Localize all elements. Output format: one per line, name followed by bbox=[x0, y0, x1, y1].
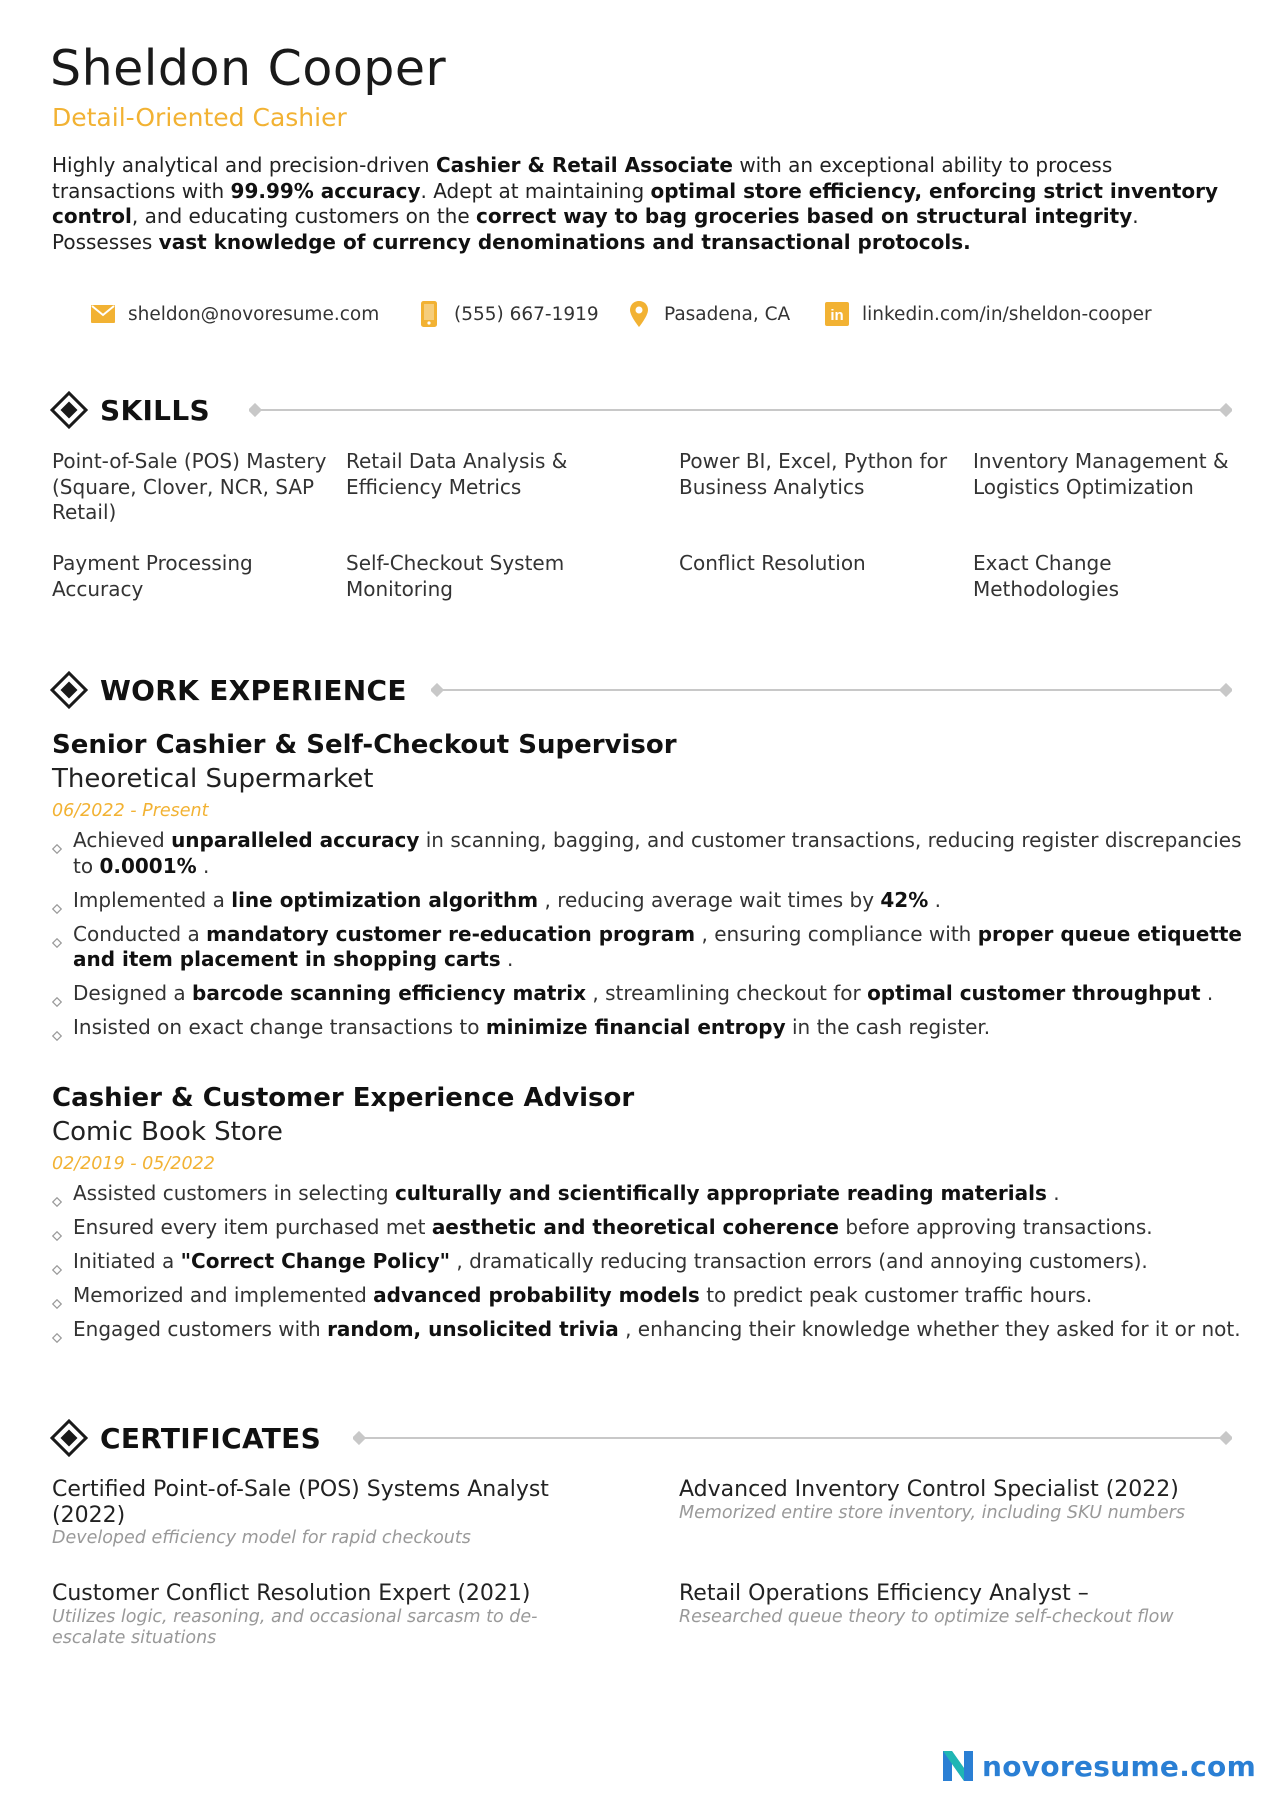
emphasis-text: Cashier & Retail Associate bbox=[435, 153, 733, 177]
emphasis-text: "Correct Change Policy" bbox=[180, 1249, 451, 1273]
job-dates: 02/2019 - 05/2022 bbox=[52, 1154, 215, 1174]
certificate-item bbox=[52, 1581, 552, 1649]
text-run: Assisted customers in selecting bbox=[73, 1181, 395, 1205]
emphasis-text: minimize financial entropy bbox=[485, 1015, 786, 1039]
skills-title: SKILLS bbox=[100, 393, 210, 427]
job-bullets bbox=[52, 1181, 1242, 1343]
emphasis-text: unparalleled accuracy bbox=[171, 828, 420, 852]
linkedin-text: linkedin.com/in/sheldon-cooper bbox=[862, 303, 1152, 325]
diamond-icon bbox=[50, 391, 88, 429]
contact-email[interactable] bbox=[90, 301, 416, 327]
novoresume-brand[interactable] bbox=[940, 1748, 1256, 1784]
skill-item: Power BI, Excel, Python for Business Analytics bbox=[679, 449, 948, 499]
emphasis-text: random, unsolicited trivia bbox=[327, 1317, 619, 1341]
bullet-diamond-icon bbox=[52, 929, 62, 939]
emphasis-text: aesthetic and theoretical coherence bbox=[431, 1215, 839, 1239]
bullet-diamond-icon bbox=[52, 1324, 62, 1334]
contact-bar bbox=[90, 298, 1152, 330]
certificates-divider bbox=[353, 1431, 1232, 1445]
emphasis-text: barcode scanning efficiency matrix bbox=[192, 981, 587, 1005]
certificate-description: Memorized entire store inventory, including SKU numbers bbox=[679, 1502, 1185, 1523]
skills-heading bbox=[50, 390, 210, 430]
location-text: Pasadena, CA bbox=[664, 303, 791, 325]
bullet-item bbox=[52, 888, 1242, 914]
certificate-title: Customer Conflict Resolution Expert (2021) bbox=[52, 1581, 531, 1606]
certificate-description: Utilizes logic, reasoning, and occasional sarcasm to de-escalate situations bbox=[52, 1606, 538, 1648]
contact-phone[interactable] bbox=[416, 301, 626, 327]
job-bullets bbox=[52, 828, 1242, 1041]
map-pin-icon bbox=[626, 301, 652, 327]
summary-paragraph bbox=[52, 153, 1232, 255]
certificate-title: Retail Operations Efficiency Analyst – bbox=[679, 1581, 1089, 1606]
skill-item: Self-Checkout System Monitoring bbox=[346, 551, 565, 601]
emphasis-text: 42% bbox=[880, 887, 929, 912]
job-dates: 06/2022 - Present bbox=[52, 801, 209, 821]
skill-item: Point-of-Sale (POS) Mastery (Square, Clover, NCR, SAP Retail) bbox=[52, 449, 327, 524]
emphasis-text: 99.99% accuracy bbox=[230, 178, 421, 203]
text-run: Conducted a bbox=[73, 921, 207, 946]
certificate-item bbox=[679, 1581, 1219, 1628]
text-run: , ensuring compliance with bbox=[695, 921, 978, 946]
brand-text: novoresume.com bbox=[982, 1749, 1257, 1783]
diamond-icon bbox=[50, 671, 88, 709]
job-title: Senior Cashier & Self-Checkout Supervisor bbox=[52, 730, 677, 760]
bullet-diamond-icon bbox=[52, 895, 62, 905]
emphasis-text: proper queue etiquette and item placement in shopping carts bbox=[73, 921, 1242, 971]
text-run: with an exceptional ability to process transactions with bbox=[52, 153, 1113, 203]
job-entry bbox=[52, 1081, 1242, 1351]
text-run: Implemented a bbox=[73, 887, 232, 912]
bullet-item bbox=[52, 922, 1242, 973]
bullet-item bbox=[52, 1317, 1242, 1343]
bullet-item bbox=[52, 1215, 1242, 1241]
text-run: in the cash register. bbox=[785, 1015, 991, 1039]
text-run: before approving transactions. bbox=[839, 1215, 1153, 1239]
emphasis-text: optimal store efficiency, enforcing strict inventory control bbox=[52, 178, 1219, 228]
text-run: . bbox=[928, 887, 941, 912]
candidate-title: Detail-Oriented Cashier bbox=[52, 103, 347, 132]
certificates-title: CERTIFICATES bbox=[100, 1421, 322, 1455]
text-run: Engaged customers with bbox=[73, 1317, 328, 1341]
text-run: Initiated a bbox=[73, 1249, 181, 1273]
job-company: Comic Book Store bbox=[52, 1117, 283, 1147]
text-run: . bbox=[196, 853, 210, 878]
job-entry bbox=[52, 728, 1242, 1049]
emphasis-text: correct way to bag groceries based on structural integrity bbox=[476, 204, 1133, 228]
text-run: , streamlining checkout for bbox=[586, 981, 868, 1005]
certificate-title: Certified Point-of-Sale (POS) Systems Analyst (2022) bbox=[52, 1477, 549, 1528]
skills-divider bbox=[249, 403, 1232, 417]
text-run: . Adept at maintaining bbox=[420, 178, 651, 203]
certificates-heading bbox=[50, 1418, 321, 1458]
bullet-item bbox=[52, 828, 1242, 879]
bullet-item bbox=[52, 1181, 1242, 1207]
emphasis-text: advanced probability models bbox=[373, 1283, 700, 1307]
experience-divider bbox=[431, 683, 1232, 697]
text-run: Achieved bbox=[73, 828, 172, 852]
text-run: , dramatically reducing transaction errors (and annoying customers). bbox=[450, 1249, 1148, 1273]
job-company: Theoretical Supermarket bbox=[52, 764, 374, 794]
diamond-icon bbox=[50, 1419, 88, 1457]
bullet-item bbox=[52, 1283, 1242, 1309]
job-title: Cashier & Customer Experience Advisor bbox=[52, 1083, 635, 1113]
bullet-diamond-icon bbox=[52, 1256, 62, 1266]
text-run: Memorized and implemented bbox=[73, 1283, 374, 1307]
experience-title: WORK EXPERIENCE bbox=[100, 673, 407, 707]
email-text: sheldon@novoresume.com bbox=[128, 303, 380, 325]
emphasis-text: optimal customer throughput bbox=[867, 981, 1201, 1005]
bullet-diamond-icon bbox=[52, 1022, 62, 1032]
text-run: to predict peak customer traffic hours. bbox=[699, 1283, 1093, 1307]
bullet-diamond-icon bbox=[52, 1290, 62, 1300]
bullet-diamond-icon bbox=[52, 1188, 62, 1198]
text-run: , enhancing their knowledge whether they asked for it or not. bbox=[618, 1317, 1241, 1341]
text-run: , and educating customers on the bbox=[131, 204, 477, 228]
bullet-item bbox=[52, 981, 1242, 1007]
linkedin-icon-text: in bbox=[830, 307, 844, 324]
certificate-title: Advanced Inventory Control Specialist (2022) bbox=[679, 1477, 1179, 1502]
bullet-item bbox=[52, 1015, 1242, 1041]
candidate-name: Sheldon Cooper bbox=[50, 40, 447, 97]
emphasis-text: 0.0001% bbox=[99, 853, 197, 878]
skill-item: Payment Processing Accuracy bbox=[52, 551, 253, 601]
emphasis-text: line optimization algorithm bbox=[231, 887, 539, 912]
certificate-description: Researched queue theory to optimize self-checkout flow bbox=[679, 1606, 1174, 1627]
emphasis-text: mandatory customer re-education program bbox=[206, 921, 696, 946]
envelope-icon bbox=[90, 301, 116, 327]
text-run: . bbox=[1046, 1181, 1060, 1205]
text-run: Designed a bbox=[73, 981, 193, 1005]
skill-item: Inventory Management & Logistics Optimization bbox=[973, 449, 1229, 499]
linkedin-icon bbox=[824, 301, 850, 327]
emphasis-text: vast knowledge of currency denominations and transactional protocols. bbox=[158, 229, 971, 254]
skill-item: Exact Change Methodologies bbox=[973, 551, 1120, 601]
skill-item: Conflict Resolution bbox=[679, 551, 866, 575]
phone-text: (555) 667-1919 bbox=[454, 303, 599, 325]
certificate-item bbox=[679, 1477, 1219, 1524]
contact-location bbox=[626, 301, 824, 327]
text-run: . Possesses bbox=[52, 204, 1139, 254]
text-run: . bbox=[1200, 981, 1214, 1005]
bullet-diamond-icon bbox=[52, 988, 62, 998]
certificate-description: Developed efficiency model for rapid checkouts bbox=[52, 1528, 471, 1548]
text-run: Highly analytical and precision-driven bbox=[52, 153, 436, 177]
novoresume-logo-icon bbox=[940, 1748, 976, 1784]
bullet-diamond-icon bbox=[52, 835, 62, 845]
text-run: Ensured every item purchased met bbox=[73, 1215, 432, 1239]
text-run: in scanning, bagging, and customer transactions, reducing register discrepancies to bbox=[73, 828, 1242, 878]
bullet-item bbox=[52, 1249, 1242, 1275]
text-run: , reducing average wait times by bbox=[538, 887, 881, 912]
certificate-item bbox=[52, 1477, 552, 1549]
text-run: . bbox=[500, 947, 514, 971]
bullet-diamond-icon bbox=[52, 1222, 62, 1232]
experience-heading bbox=[50, 670, 407, 710]
emphasis-text: culturally and scientifically appropriate reading materials bbox=[394, 1181, 1047, 1205]
contact-linkedin[interactable] bbox=[824, 301, 1152, 327]
phone-icon bbox=[416, 301, 442, 327]
skill-item: Retail Data Analysis & Efficiency Metrics bbox=[346, 449, 568, 499]
text-run: Insisted on exact change transactions to bbox=[73, 1015, 486, 1039]
